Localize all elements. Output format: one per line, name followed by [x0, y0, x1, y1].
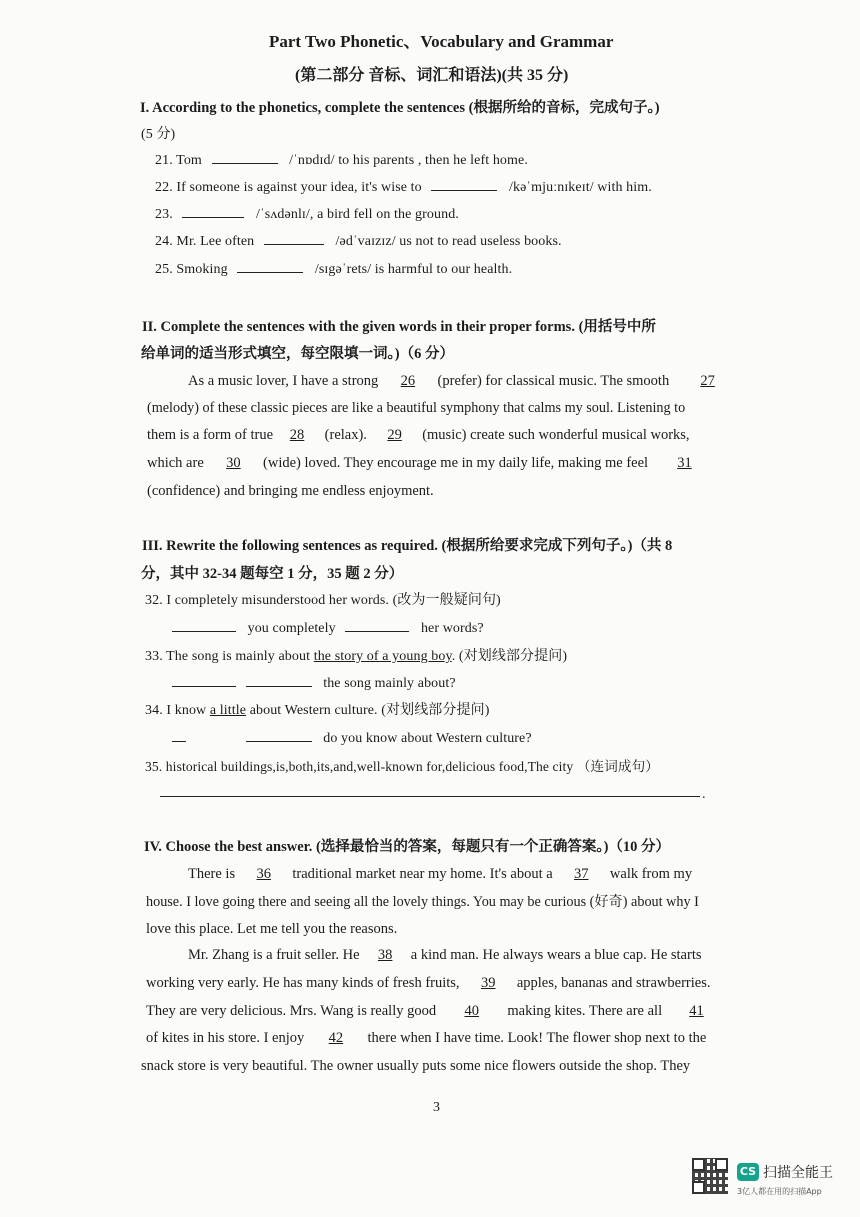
- section-3-heading: III. Rewrite the following sentences as required. (根据所给要求完成下列句子。)（共 8: [142, 538, 673, 554]
- section-1-points: (5 分): [141, 127, 176, 142]
- page-number: 3: [433, 1100, 441, 1115]
- passage-line: snack store is very beautiful. The owner usually puts some nice flowers outside the shop. They: [141, 1058, 691, 1074]
- passage-line: As a music lover, I have a strong 26 (prefer) for classical music. The smooth 27: [188, 373, 715, 389]
- blank-40: 40: [464, 1003, 479, 1019]
- question-34: 34. I know a little about Western culture. (对划线部分提问): [145, 703, 490, 718]
- question-25: 25. Smoking /sɪgəˈrets/ is harmful to our health.: [155, 262, 513, 277]
- passage-line: which are 30 (wide) loved. They encourage me in my daily life, making me feel 31: [147, 455, 692, 471]
- question-22: 22. If someone is against your idea, it's wise to /kəˈmjuːnɪkeɪt/ with him.: [155, 180, 652, 195]
- blank-41: 41: [689, 1003, 704, 1019]
- blank-37: 37: [574, 866, 589, 882]
- passage-line: (melody) of these classic pieces are like a beautiful symphony that calms my soul. Listening to: [147, 400, 686, 416]
- watermark-app-name: 扫描全能王: [763, 1165, 833, 1181]
- question-33: 33. The song is mainly about the story of a young boy. (对划线部分提问): [145, 649, 568, 664]
- question-24: 24. Mr. Lee often /ədˈvaɪzɪz/ us not to read useless books.: [155, 234, 562, 249]
- passage-line: love this place. Let me tell you the reasons.: [146, 921, 398, 937]
- page-title: Part Two Phonetic、Vocabulary and Grammar: [269, 32, 614, 51]
- underlined-phrase: the story of a young boy: [313, 649, 452, 664]
- passage-line: There is 36 traditional market near my home. It's about a 37 walk from my: [188, 866, 693, 882]
- blank-27: 27: [700, 373, 715, 389]
- page-subtitle: (第二部分 音标、词汇和语法)(共 35 分): [295, 67, 569, 84]
- passage-line: (confidence) and bringing me endless enjoyment.: [147, 483, 434, 499]
- section-1-heading: I. According to the phonetics, complete the sentences (根据所给的音标，完成句子。): [140, 100, 660, 116]
- watermark-tagline: 3亿人都在用的扫描App: [737, 1187, 822, 1196]
- answer-line-35: [160, 796, 700, 797]
- qr-code-icon: [692, 1158, 728, 1194]
- blank-28: 28: [289, 427, 305, 443]
- blank-30: 30: [226, 455, 241, 471]
- section-3-heading-2: 分，其中 32-34 题每空 1 分，35 题 2 分）: [141, 566, 404, 582]
- passage-line: them is a form of true 28 (relax). 29 (music) create such wonderful musical works,: [147, 427, 690, 443]
- question-32-answer: you completely her words?: [172, 619, 484, 639]
- blank-36: 36: [256, 866, 271, 882]
- question-34-answer: do you know about Western culture?: [172, 729, 532, 749]
- question-32: 32. I completely misunderstood her words. (改为一般疑问句): [145, 593, 501, 608]
- passage-line: of kites in his store. I enjoy 42 there when I have time. Look! The flower shop next to the: [146, 1030, 707, 1046]
- section-2-heading: II. Complete the sentences with the given words in their proper forms. (用括号中所: [142, 319, 656, 335]
- passage-line: house. I love going there and seeing all the lovely things. You may be curious (好奇) about why I: [146, 894, 699, 910]
- question-35: 35. historical buildings,is,both,its,and,well-known for,delicious food,The city （连词成句）: [145, 759, 659, 774]
- section-2-heading-2: 给单词的适当形式填空，每空限填一词。)（6 分）: [141, 346, 454, 362]
- passage-line: Mr. Zhang is a fruit seller. He 38 a kind man. He always wears a blue cap. He starts: [188, 947, 702, 963]
- blank-31: 31: [677, 455, 692, 471]
- blank-29: 29: [387, 427, 402, 443]
- blank-42: 42: [328, 1030, 344, 1046]
- blank-26: 26: [400, 373, 416, 389]
- blank-38: 38: [377, 947, 393, 963]
- question-33-answer: the song mainly about?: [172, 674, 456, 694]
- answer-line-end: .: [702, 787, 706, 802]
- passage-line: working very early. He has many kinds of fresh fruits, 39 apples, bananas and strawberries.: [146, 975, 711, 991]
- question-21: 21. Tom /ˈnɒdɪd/ to his parents , then he left home.: [155, 153, 528, 168]
- section-4-heading: IV. Choose the best answer. (选择最恰当的答案，每题只有一个正确答案。)（10 分）: [144, 839, 671, 855]
- question-23: 23. /ˈsʌdənlɪ/, a bird fell on the ground.: [155, 207, 459, 222]
- blank-39: 39: [480, 975, 496, 991]
- passage-line: They are very delicious. Mrs. Wang is really good 40 making kites. There are all 41: [146, 1003, 704, 1019]
- camscanner-logo-icon: CS: [737, 1163, 759, 1181]
- underlined-phrase: a little: [209, 703, 247, 718]
